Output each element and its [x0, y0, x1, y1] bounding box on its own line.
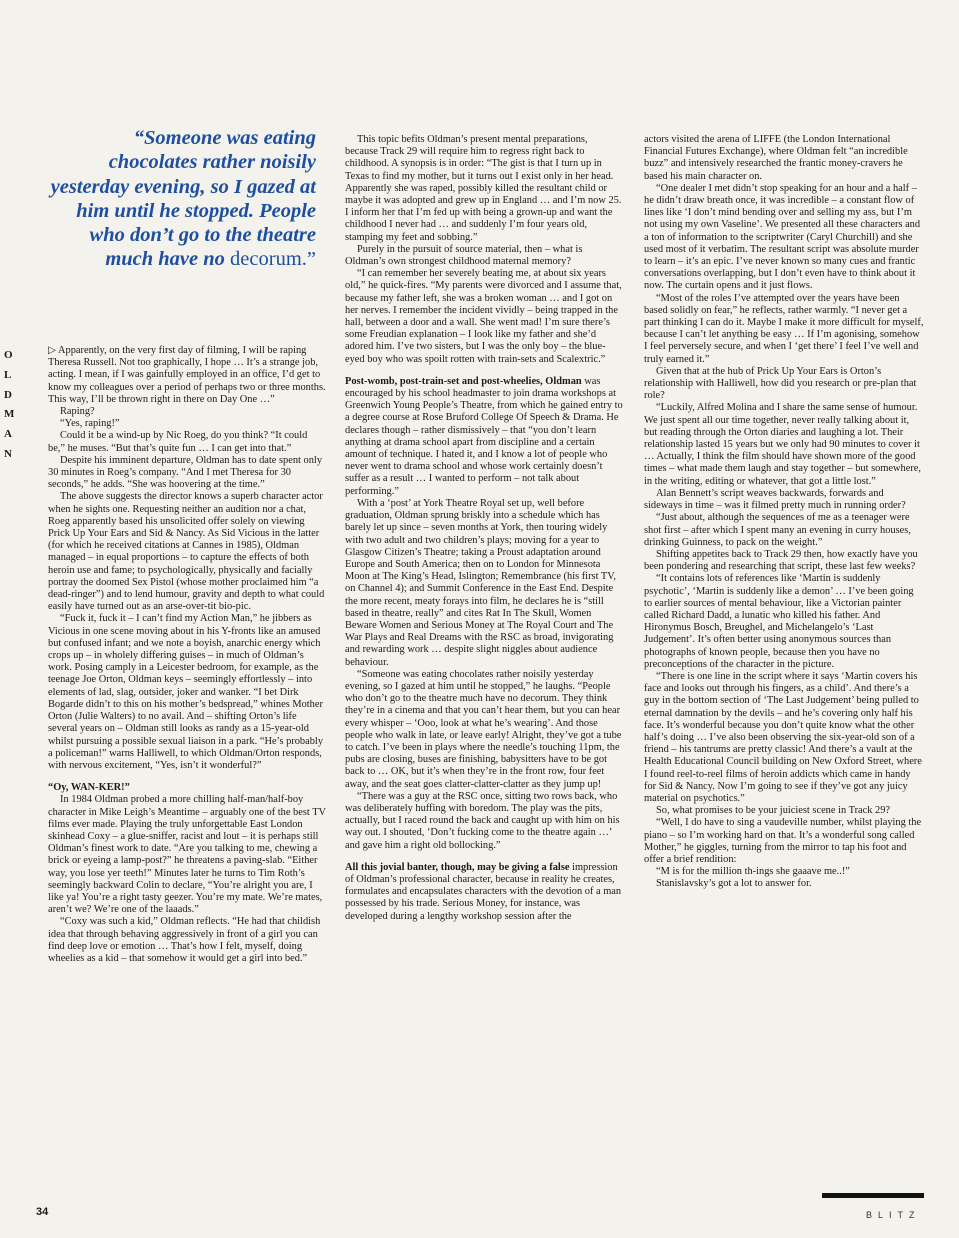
paragraph-text: impression of Oldman’s professional character, because in reality he creates, formulates and encapsulates characters with the devotion of a man possessed by his trade. Serious Money, for instance, was developed during a lengthy workshop session after the — [345, 861, 622, 922]
pull-quote-end: decorum.” — [230, 248, 316, 271]
article-paragraph: “Just about, although the sequences of me as a teenager were shot first – after which I spent many an evening in curry houses, drinking Guinness, to pack on the weight.” — [644, 512, 911, 548]
pull-quote-text: “Someone was eating chocolates rather noisily yesterday evening, so I gazed at him until he stopped. People who don’t go to the theatre much have no — [50, 127, 316, 271]
article-paragraph: “Fuck it, fuck it – I can’t find my Action Man,” he jibbers as Vicious in one scene moving about in his Y-fronts like an amused but confused infant; and we note a boyish, anarchic energy which crops up – in wholely differing guises – in much of Oldman’s work. Posing camply in a Leicester bedroom, for example, as the teenage Joe Orton, Oldman keys – seemingly effortlessly – into elements of lad, slag, outsider, joker and wanker. “I bet Dirk Bogarde didn’t to this on his mother’s bedspread,” whines Mother Orton (Julie Walters) to no avail. And – shifting Orton’s life several years on – Oldman still looks as randy as a 15-year-old whilst pursuing a possible sexual liaison in a park. “He’s probably a policeman!” warns Halliwell, to which Oldman/Orton responds, with nervous excitement, “Yes, isn’t it wonderful?” — [48, 613, 324, 771]
pull-quote — [50, 126, 316, 272]
sidebar-letters — [4, 346, 16, 465]
article-paragraph: “There was a guy at the RSC once, sitting two rows back, who was deliberately huffing with boredom. The play was the pits, actually, but I raced round the back and caught up with him on his way out. I shouted, ‘Don’t fucking come to the theatre again …’ and gave him a right old bollocking.” — [345, 790, 620, 851]
sidebar-letter: L — [4, 368, 12, 381]
article-column-3 — [644, 134, 924, 891]
article-paragraph: Raping? — [60, 406, 95, 418]
sidebar-letter: D — [4, 388, 12, 401]
paragraph-text: was encouraged by his school headmaster to join drama workshops at Greenwich Young People’s Theatre, from which he gained entry to a degree course at Rose Bruford College Of Speech & Drama. He declares though – rather dismissively – that “you don’t learn anything at drama school apart from discipline and a certain amount of technique. I hated it, and I know a lot of people who never went to drama school and whose work certainly doesn’t suffer as a result … I wanted to perform – not talk about performing.” — [345, 375, 623, 497]
article-paragraph: Given that at the hub of Prick Up Your Ears is Orton’s relationship with Halliwell, how did you research or pre-plan that role? — [644, 365, 917, 402]
article-paragraph — [345, 376, 623, 498]
article-paragraph: “M is for the million th-ings she gaaave me..!” — [656, 866, 850, 878]
article-paragraph: “Luckily, Alfred Molina and I share the same sense of humour. We just spent all our time together, never really talking about it, but reading through the Orton diaries and laughing a lot. Their relationship lasted 15 years but we only had 90 minutes to cover it … Actually, I think the film should have shown more of the good times – what made them laugh and stay together – but somewhere, in the writing, editing or whatever, that got a little lost.” — [644, 402, 922, 487]
article-paragraph: “Coxy was such a kid,” Oldman reflects. “He had that childish idea that through behaving aggressively in front of a girl you can find deep love or emotion … That’s how I felt, myself, doing wheelies as a kid – that somehow it would get a girl into bed.” — [48, 916, 321, 964]
sidebar-letter: N — [4, 447, 12, 460]
article-paragraph: Could it be a wind-up by Nic Roeg, do you think? “It could be,” he muses. “But that’s quite fun … I can get into that.” — [48, 430, 308, 454]
sidebar-letter: M — [4, 408, 15, 421]
article-paragraph: ▷ Apparently, on the very first day of filming, I will be raping Theresa Russell. Not too graphically, I hope … It’s a strange job, acting. I mean, if I was gainfully employed in an office, I’d get to know my colleagues over a period of perhaps two or three months. This way, I’ll be thrown right in there on Day One …” — [48, 345, 326, 405]
article-paragraph: The above suggests the director knows a superb character actor when he sights one. Requesting neither an audition nor a chat, Roeg apparently based his unsolicited offer solely on viewing Prick Up Your Ears and Sid & Nancy. As Sid Vicious in the latter (for which he received citations at Cannes in 1985), Oldman managed – in equal proportions – to capture the effects of both heroin use and fame; to psychologically, physically and facially portray the doomed Sex Pistol (whose mother proclaimed him “a dead-ringer”) and to lend humour, gravity and depth to what could easily have turned out as an arse-over-tit bio-pic. — [48, 491, 325, 613]
sidebar-letter: A — [4, 428, 12, 441]
article-paragraph: Shifting appetites back to Track 29 then, how exactly have you been pondering and researching that script, these last few weeks? — [644, 548, 918, 573]
lead-in: Post-womb, post-train-set and post-wheelies, Oldman — [345, 375, 582, 387]
article-paragraph: Despite his imminent departure, Oldman has to date spent only 30 minutes in Roeg’s company. “And I met Theresa for 30 seconds,” he adds. “She was hoovering at the time.” — [48, 454, 323, 491]
sidebar-letter: O — [4, 349, 13, 361]
article-paragraph — [345, 862, 623, 923]
article-paragraph: Alan Bennett’s script weaves backwards, forwards and sideways in time – was it filmed pretty much in running order? — [644, 487, 906, 512]
article-paragraph: “Yes, raping!” — [60, 418, 120, 430]
article-paragraph: “Oy, WAN-KER!” — [48, 782, 130, 794]
article-column-1 — [48, 345, 326, 965]
article-paragraph: Purely in the pursuit of source material, then – what is Oldman’s own strongest childhood maternal memory? — [345, 243, 583, 268]
lead-in: All this jovial banter, though, may be giving a false — [345, 861, 570, 873]
article-paragraph: “Well, I do have to sing a vaudeville number, whilst playing the piano – so I’m working hard on that. It’s a wonderful song called Mother,” he giggles, turning from the mirror to tap his foot and offer a brief rendition: — [644, 817, 922, 865]
article-paragraph: With a ‘post’ at York Theatre Royal set up, well before graduation, Oldman sprung briskly into a schedule which has barely let up since – seven months at York, then touring widely with two adult and two children’s plays; moving for a year to Glasgow Citizen’s Theatre; taking a Proust adaptation around Europe and South America; then on to London for Minnesota Moon at The King’s Head, Islington; Remembrance (his first TV, on Channel 4); and Summit Conference in the East End. Despite the more recent, meaty forays into film, he declares he is “still based in theatre, really” and cites Rat In The Skull, Women Beware Women and Serious Money at The Royal Court and The War Plays and Real Dreams with the RSC as broad, invigorating and rewarding work … despite slight niggles about audience behaviour. — [345, 497, 616, 668]
article-paragraph: “It contains lots of references like ‘Martin is suddenly psychotic’, ‘Martin is suddenly like a demon’ … I’ve been going to earlier sources of mental behaviour, like a Victorian painter called Richard Dadd, a lunatic who killed his father. And Hironymus Bosch, Breughel, and Michelangelo’s ‘Last Judgement’. It’s often better using anonymous sources than photographs of known people, because then you have no preconceptions of the character in the picture. — [644, 573, 914, 670]
article-paragraph: “Most of the roles I’ve attempted over the years have been based solidly on fear,” he reflects, rather warmly. “I never get a part thinking I can do it. Maybe I make it more difficult for myself, because I can’t let anything be easy … If I’m agonising, somehow I feel perversely secure, and when I ‘get there’ I feel I’ve well and truly earned it.” — [644, 292, 924, 365]
article-column-2 — [345, 134, 623, 923]
article-paragraph: Stanislavsky’s got a lot to answer for. — [656, 878, 812, 890]
magazine-name: BLITZ — [866, 1210, 921, 1220]
article-paragraph: “I can remember her severely beating me, at about six years old,” he quick-fires. “My parents were divorced and I assume that, because my father left, she was a broken woman … and I got on her nerves. I remember the incident vividly – being trapped in the hall, between a door and a wall. She went mad! I’m sure there’s some Freudian explanation – I look like my father and she’d adored him. I’ve two sisters, but I was the only boy – the blue-eyed boy who was spoilt rotten with train-sets and Scalextric.” — [345, 268, 622, 365]
page-number: 34 — [36, 1206, 49, 1218]
article-paragraph: “There is one line in the script where it says ‘Martin covers his face and looks out through his fingers, as a child’. And there’s a guy in the bottom section of ‘The Last Judgement’ being pulled to eternal damnation by the devils – and he’s covering only half his face. It’s wonderful because you don’t quite know what the other half’s doing … I’ve also been observing the six-year-old son of a friend – his tantrums are pretty classic! And there’s a vault at the Health Educational Council building on New Oxford Street, where I found reel-to-reel films of heroin addicts which came in handy for Sid & Nancy. Now I’m going to see if they’ve got any juicy material on psychotics.” — [644, 670, 922, 804]
article-paragraph: actors visited the arena of LIFFE (the London International Financial Futures Exchange), where Oldman felt “an incredible buzz” and intensively researched the frantic money-cravers he based his main character on. — [644, 134, 908, 182]
article-paragraph: “Someone was eating chocolates rather noisily yesterday evening, so I gazed at him until he stopped,” he laughs. “People who don’t go to the theatre much have no decorum. They think they’re in a cinema and that you can’t hear them, but you can hear every whisper – ‘Ooo, look at what he’s wearing’. And those people who walk in late, or leave early! Alright, they’ve got a tube to catch. I’ve been in plays where the needle’s touching 11pm, the pubs are closing, buses are finishing, babysitters have to be got back to … OK, but it’s when they’re in the front row, four feet away, and the seat goes clatter-clatter-clatter as they jump up! — [345, 668, 622, 790]
article-paragraph: This topic befits Oldman’s present mental preparations, because Track 29 will require him to regress right back to childhood. A synopsis is in order: “The gist is that I turn up in Texas to find my mother, but it turns out I exist only in her head. Apparently she was raped, possibly killed the resultant child or maybe it was adopted and grew up in England … and I’m now 25. I inform her that I’m fed up with being a grown-up and want the childhood I never had … and suddenly I’m four years old, stamping my feet and sobbing.” — [345, 134, 622, 243]
article-paragraph: In 1984 Oldman probed a more chilling half-man/half-boy character in Mike Leigh’s Meantime – arguably one of the best TV films ever made. Playing the truly unforgettable East London skinhead Coxy – a glue-sniffer, racist and lout – it is perhaps still Oldman’s finest work to date. “Are you talking to me, chewing a brick or eyeing a lamp-post?” he threatens a paving-slab. “Either way, you lose yer teeth!” Minutes later he turns to Tim Roth’s seemingly backward Colin to declare, “You’re alright you are, I like ya! You’re a right tasty geezer. You’re my mate. We’re mates, aren’t we? We’re one of the laaads.” — [48, 794, 326, 916]
article-paragraph: “One dealer I met didn’t stop speaking for an hour and a half – he didn’t draw breath once, it was incredible – a constant flow of lines like ‘I don’t mind bending over and selling my ass, but I’m not using my own Vaseline’. We presented all these characters and a ton of information to the scriptwriter (Caryl Churchill) and she used most of it verbatim. The resultant script was absolute murder to learn – it’s an epic. I’ve never known so many cues and frantic conversations overlapping, but I don’t even have to think about it now. The curtain opens and it just flows. — [644, 182, 921, 292]
end-rule — [822, 1193, 924, 1198]
article-paragraph: So, what promises to be your juiciest scene in Track 29? — [656, 805, 891, 817]
